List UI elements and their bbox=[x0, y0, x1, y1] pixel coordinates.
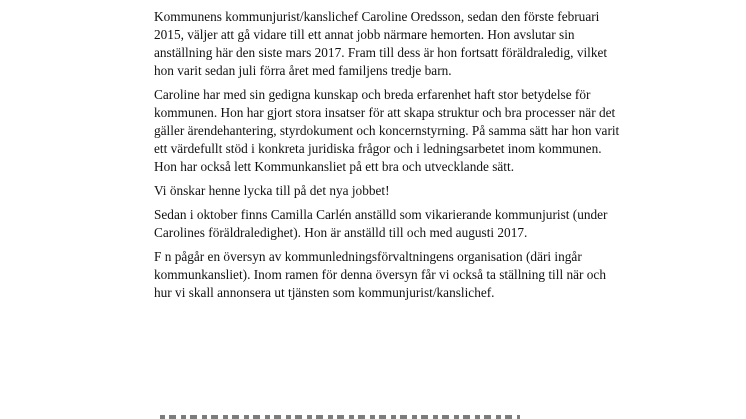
paragraph-organisation-review: F n pågår en översyn av kommunledningsförvaltningens organisation (däri ingår kommunkansliet). Inom ramen för denna översyn får vi också ta ställning till när och hur vi skall annonsera ut tjänsten som kommunjurist/kanslichef. bbox=[154, 249, 606, 300]
document-body bbox=[154, 8, 624, 308]
paragraph-contribution: Caroline har med sin gedigna kunskap och breda erfarenhet haft stor betydelse för kommunen. Hon har gjort stora insatser för att skapa struktur och bra processer när det gäller ärendehantering, styrdokument och koncernstyrning. På samma sätt har hon varit ett värdefullt stöd i konkreta juridiska frågor och i ledningsarbetet inom kommunen. Hon har också lett Kommunkansliet på ett bra och utvecklande sätt. bbox=[154, 87, 620, 174]
cut-off-text-line bbox=[160, 409, 520, 419]
paragraph-good-luck: Vi önskar henne lycka till på det nya jobbet! bbox=[154, 183, 390, 198]
paragraph-substitute: Sedan i oktober finns Camilla Carlén anställd som vikarierande kommunjurist (under Carolines föräldraledighet). Hon är anställd till och med augusti 2017. bbox=[154, 207, 608, 240]
paragraph-resignation: Kommunens kommunjurist/kanslichef Caroline Oredsson, sedan den förste februari 2015, väljer att gå vidare till ett annat jobb närmare hemorten. Hon avslutar sin anställning här den siste mars 2017. Fram till dess är hon fortsatt föräldraledig, vilket hon varit sedan juli förra året med familjens tredje barn. bbox=[154, 9, 608, 78]
